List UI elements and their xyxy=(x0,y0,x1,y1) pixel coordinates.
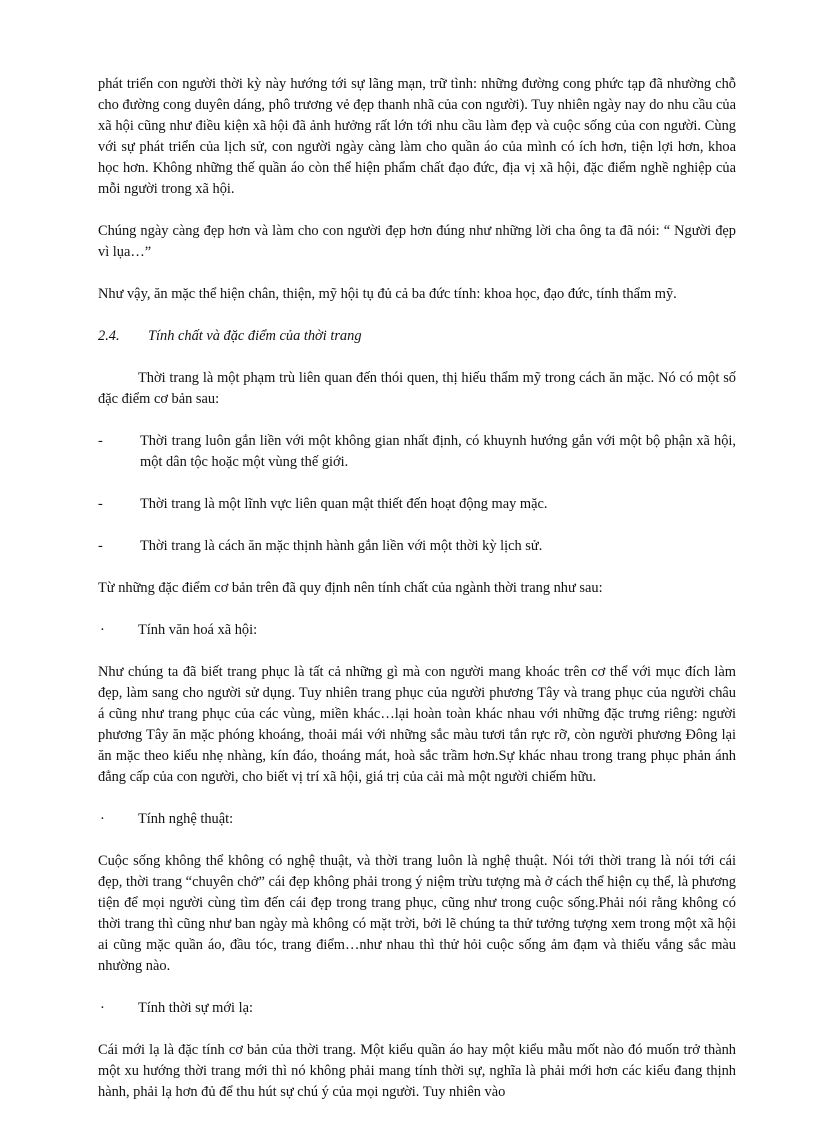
paragraph-artistic: Cuộc sống không thể không có nghệ thuật, và thời trang luôn là nghệ thuật. Nói tới thời trang là nói tới cái đẹp, thời trang “chuyên chở” cái đẹp không phải trong ý niệm trừu tượng mà ở cách thể hiện cụ thể, là phương tiện để mọi người cùng tìm đến cái đẹp trong trang phục, cũng như trong cuộc sống.Phải nói rằng không có thời trang thì cũng như ban ngày mà không có mặt trời, bởi lẽ chúng ta thử tưởng tượng xem trong một xã hội ai cũng mặc quần áo, đầu tóc, trang điểm…như nhau thì thử hỏi cuộc sống ảm đạm và thiếu vắng sắc màu nhường nào. xyxy=(98,853,736,974)
list-item xyxy=(98,431,736,473)
bullet-title: Tính thời sự mới lạ: xyxy=(138,1000,253,1016)
dash-marker: - xyxy=(98,538,103,554)
section-title: Tính chất và đặc điểm của thời trang xyxy=(148,328,362,344)
list-item-text: Thời trang là một lĩnh vực liên quan mật thiết đến hoạt động may mặc. xyxy=(140,496,548,512)
list-item-text: Thời trang là cách ăn mặc thịnh hành gắn liền với một thời kỳ lịch sử. xyxy=(140,538,543,554)
list-item-text: Thời trang luôn gắn liền với một không gian nhất định, có khuynh hướng gắn với một bộ phận xã hội, một dân tộc hoặc một vùng thế giới. xyxy=(140,433,736,470)
bullet-heading xyxy=(98,809,736,830)
bullet-icon: · xyxy=(100,811,105,827)
dash-marker: - xyxy=(98,496,103,512)
bullet-icon: · xyxy=(100,622,105,638)
list-item xyxy=(98,494,736,515)
bullet-heading xyxy=(98,998,736,1019)
paragraph-silk-quote: Chúng ngày càng đẹp hơn và làm cho con người đẹp hơn đúng như những lời cha ông ta đã nói: “ Người đẹp vì lụa…” xyxy=(98,223,736,260)
bullet-icon: · xyxy=(100,1000,105,1016)
document-page xyxy=(98,74,736,1103)
section-heading xyxy=(98,326,736,347)
bullet-title: Tính văn hoá xã hội: xyxy=(138,622,258,638)
paragraph-intro: Thời trang là một phạm trù liên quan đến thói quen, thị hiếu thẩm mỹ trong cách ăn mặc. Nó có một số đặc điểm cơ bản sau: xyxy=(98,370,736,407)
dash-marker: - xyxy=(98,433,103,449)
paragraph-cultural: Như chúng ta đã biết trang phục là tất cả những gì mà con người mang khoác trên cơ thể với mục đích làm đẹp, làm sang cho người sử dụng. Tuy nhiên trang phục của người phương Tây và trang phục của người châu á cũng như trang phục của các vùng, miền khác…lại hoàn toàn khác nhau với những đặc trưng riêng: người phương Tây ăn mặc phóng khoáng, thoải mái với những sắc màu tươi tắn rực rỡ, còn người phương Đông lại ăn mặc theo kiểu nhẹ nhàng, kín đáo, thoáng mát, hoà sắc trầm hơn.Sự khác nhau trong trang phục phản ánh đẳng cấp của con người, cho biết vị trí xã hội, giá trị của cải mà một người chiếm hữu. xyxy=(98,664,736,785)
bullet-title: Tính nghệ thuật: xyxy=(138,811,234,827)
section-number: 2.4. xyxy=(98,328,120,344)
list-item xyxy=(98,536,736,557)
paragraph-history: phát triển con người thời kỳ này hướng tới sự lãng mạn, trữ tình: những đường cong phức tạp đã nhường chỗ cho đường cong duyên dáng, phô trương vẻ đẹp thanh nhã của con người). Tuy nhiên ngày nay do nhu cầu của xã hội cũng như điều kiện xã hội đã ảnh hưởng rất lớn tới nhu cầu làm đẹp và cuộc sống của con người. Cùng với sự phát triển của lịch sử, con người ngày càng làm cho quần áo của mình có ích hơn, tiện lợi hơn, khoa học hơn. Không những thế quần áo còn thể hiện phẩm chất đạo đức, địa vị xã hội, đặc điểm nghề nghiệp của mỗi người trong xã hội. xyxy=(98,76,736,197)
paragraph-novelty: Cái mới lạ là đặc tính cơ bản của thời trang. Một kiểu quần áo hay một kiểu mẫu mốt nào đó muốn trở thành một xu hướng thời trang mới thì nó không phải mang tính thời sự, nghĩa là phải mới hơn các kiểu đang thịnh hành, phải lạ hơn đủ để thu hút sự chú ý của mọi người. Tuy nhiên vào xyxy=(98,1042,736,1100)
bullet-heading xyxy=(98,620,736,641)
paragraph-conclusion: Từ những đặc điểm cơ bản trên đã quy định nên tính chất của ngành thời trang như sau: xyxy=(98,580,603,596)
paragraph-virtues: Như vậy, ăn mặc thể hiện chân, thiện, mỹ hội tụ đủ cả ba đức tính: khoa học, đạo đức, tính thẩm mỹ. xyxy=(98,286,677,302)
